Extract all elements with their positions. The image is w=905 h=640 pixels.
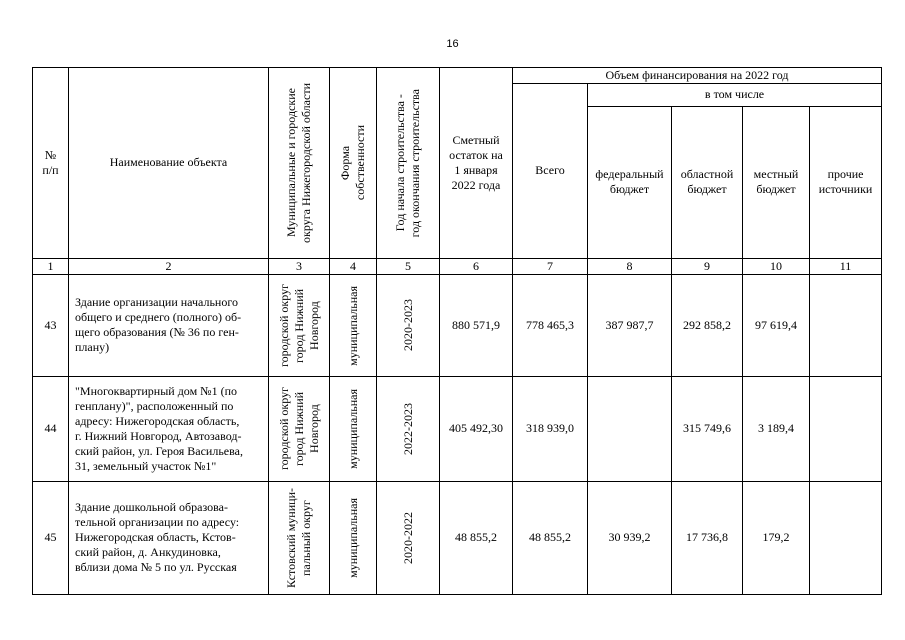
header-including: в том числе [588,84,882,107]
row-num: 44 [33,376,69,481]
row-ownership [330,481,377,594]
row-federal: 30 939,2 [588,481,672,594]
column-number: 1 [33,258,69,274]
header-municipality-text: Муниципальные и городские округа Нижегородской области [284,83,313,243]
row-federal: 387 987,7 [588,274,672,376]
row-balance: 880 571,9 [440,274,513,376]
row-other [810,481,882,594]
row-municipality-text: городской округ город Нижний Новгород [276,283,321,367]
row-ownership-text: муниципальная [345,285,360,366]
header-federal: федеральный бюджет [588,106,672,258]
row-municipality [269,376,330,481]
financing-table [32,67,882,595]
row-total: 318 939,0 [513,376,588,481]
row-years-text: 2022-2023 [400,402,415,455]
row-years [377,274,440,376]
column-number: 11 [810,258,882,274]
column-number: 2 [69,258,269,274]
row-num: 43 [33,274,69,376]
row-regional: 17 736,8 [672,481,743,594]
header-years [377,68,440,259]
row-local: 3 189,4 [743,376,810,481]
row-object-name: Здание организации начального общего и среднего (полного) об- щего образования (№ 36 по ген- плану) [69,274,269,376]
header-local: местный бюджет [743,106,810,258]
row-years-text: 2020-2022 [400,511,415,564]
row-ownership [330,376,377,481]
table-row [33,274,882,376]
column-number: 9 [672,258,743,274]
row-other [810,274,882,376]
column-number: 10 [743,258,810,274]
header-ownership-text: Форма собственности [338,125,367,201]
column-number: 4 [330,258,377,274]
row-municipality-text: городской округ город Нижний Новгород [276,387,321,471]
header-municipality [269,68,330,259]
row-ownership [330,274,377,376]
column-number: 6 [440,258,513,274]
header-regional: областной бюджет [672,106,743,258]
row-balance: 48 855,2 [440,481,513,594]
header-years-text: Год начала строительства - год окончания строительства [393,88,422,238]
row-years [377,376,440,481]
header-other: прочие источники [810,106,882,258]
row-regional: 315 749,6 [672,376,743,481]
row-total: 778 465,3 [513,274,588,376]
row-municipality-text: Кстовский муници- пальный округ [284,487,313,588]
header-num: № п/п [33,68,69,259]
row-object-name: Здание дошкольной образова- тельной организации по адресу: Нижегородская область, Кстов- ский район, д. Анкудиновка, вблизи дома № 5 по ул. Русская [69,481,269,594]
header-ownership [330,68,377,259]
row-municipality [269,274,330,376]
column-number: 7 [513,258,588,274]
row-ownership-text: муниципальная [345,389,360,469]
row-other [810,376,882,481]
column-number: 3 [269,258,330,274]
header-balance: Сметный остаток на 1 января 2022 года [440,68,513,259]
column-number: 5 [377,258,440,274]
row-regional: 292 858,2 [672,274,743,376]
row-local: 97 619,4 [743,274,810,376]
row-federal [588,376,672,481]
column-number: 8 [588,258,672,274]
header-total: Всего [513,84,588,259]
row-balance: 405 492,30 [440,376,513,481]
row-object-name: "Многоквартирный дом №1 (по генплану)", расположенный по адресу: Нижегородская область, г. Нижний Новгород, Автозавод- ский район, ул. Героя Васильева, 31, земельный участок №1" [69,376,269,481]
header-row-top [33,68,882,84]
row-local: 179,2 [743,481,810,594]
table-row [33,481,882,594]
row-total: 48 855,2 [513,481,588,594]
row-num: 45 [33,481,69,594]
column-number-row [33,258,882,274]
row-years [377,481,440,594]
header-funding-group: Объем финансирования на 2022 год [513,68,882,84]
table-row [33,376,882,481]
row-municipality [269,481,330,594]
row-years-text: 2020-2023 [400,299,415,352]
page-number: 16 [446,38,459,50]
header-name: Наименование объекта [69,68,269,259]
row-ownership-text: муниципальная [345,498,360,578]
